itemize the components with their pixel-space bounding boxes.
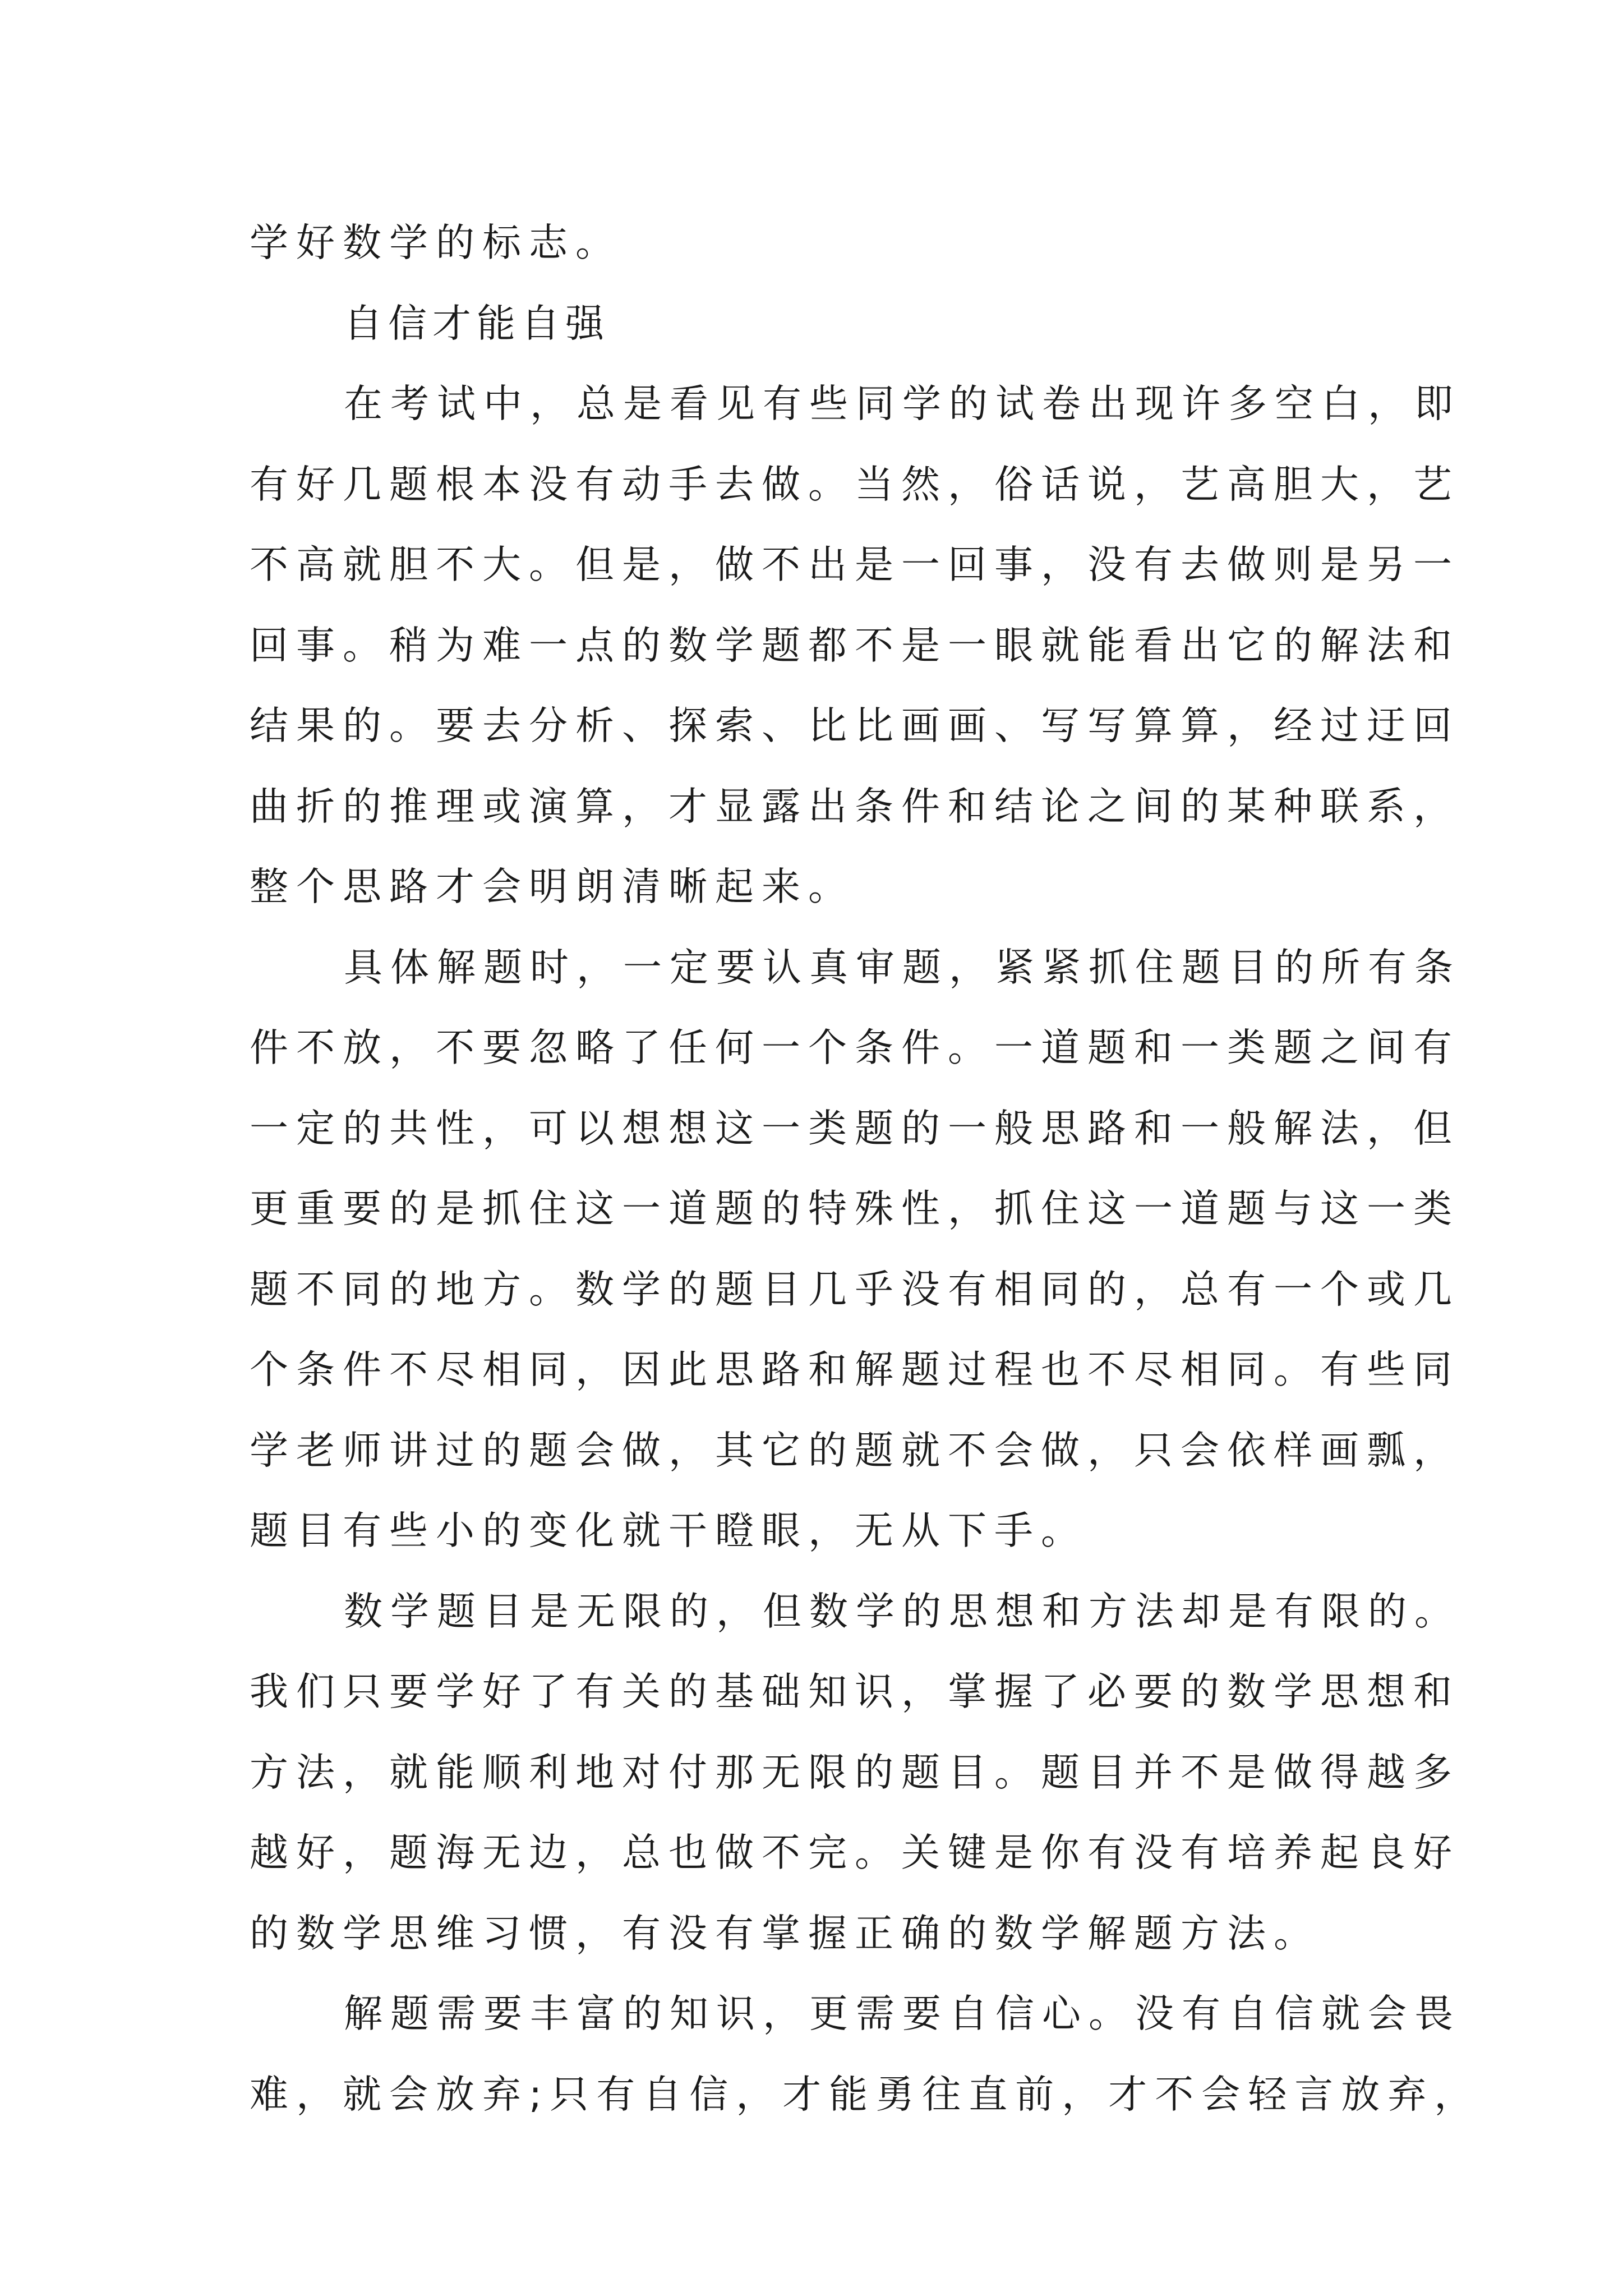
text-line: 有好几题根本没有动手去做。当然，俗话说，艺高胆大，艺 <box>250 462 1460 507</box>
paragraph-start-line: 数学题目是无限的，但数学的思想和方法却是有限的。 <box>344 1589 1461 1634</box>
text-line: 难，就会放弃;只有自信，才能勇往直前，才不会轻言放弃， <box>250 2072 1481 2117</box>
text-line: 方法，就能顺利地对付那无限的题目。题目并不是做得越多 <box>250 1750 1460 1795</box>
text-line: 越好，题海无边，总也做不完。关键是你有没有培养起良好 <box>250 1830 1460 1875</box>
text-line: 回事。稍为难一点的数学题都不是一眼就能看出它的解法和 <box>250 623 1460 668</box>
paragraph-start-line: 解题需要丰富的知识，更需要自信心。没有自信就会畏 <box>344 1991 1461 2036</box>
text-line: 结果的。要去分析、探索、比比画画、写写算算，经过迂回 <box>250 703 1460 748</box>
text-line: 个条件不尽相同，因此思路和解题过程也不尽相同。有些同 <box>250 1347 1460 1392</box>
text-line: 我们只要学好了有关的基础知识，掌握了必要的数学思想和 <box>250 1669 1460 1714</box>
text-line: 整个思路才会明朗清晰起来。 <box>250 864 855 909</box>
text-line: 题不同的地方。数学的题目几乎没有相同的，总有一个或几 <box>250 1267 1460 1312</box>
document-body <box>250 203 1481 2135</box>
paragraph-start-line: 具体解题时，一定要认真审题，紧紧抓住题目的所有条 <box>344 945 1461 990</box>
text-line: 题目有些小的变化就干瞪眼，无从下手。 <box>250 1508 1087 1553</box>
text-line: 学好数学的标志。 <box>250 220 622 265</box>
text-line: 件不放，不要忽略了任何一个条件。一道题和一类题之间有 <box>250 1025 1460 1070</box>
text-line: 曲折的推理或演算，才显露出条件和结论之间的某种联系， <box>250 784 1460 829</box>
text-line: 的数学思维习惯，有没有掌握正确的数学解题方法。 <box>250 1911 1320 1956</box>
text-line: 学老师讲过的题会做，其它的题就不会做，只会依样画瓢， <box>250 1428 1460 1473</box>
text-line: 一定的共性，可以想想这一类题的一般思路和一般解法，但 <box>250 1106 1460 1151</box>
paragraph-start-line: 在考试中，总是看见有些同学的试卷出现许多空白，即 <box>344 381 1461 426</box>
section-heading: 自信才能自强 <box>344 301 610 346</box>
text-line: 不高就胆不大。但是，做不出是一回事，没有去做则是另一 <box>250 542 1460 587</box>
text-line: 更重要的是抓住这一道题的特殊性，抓住这一道题与这一类 <box>250 1186 1460 1231</box>
